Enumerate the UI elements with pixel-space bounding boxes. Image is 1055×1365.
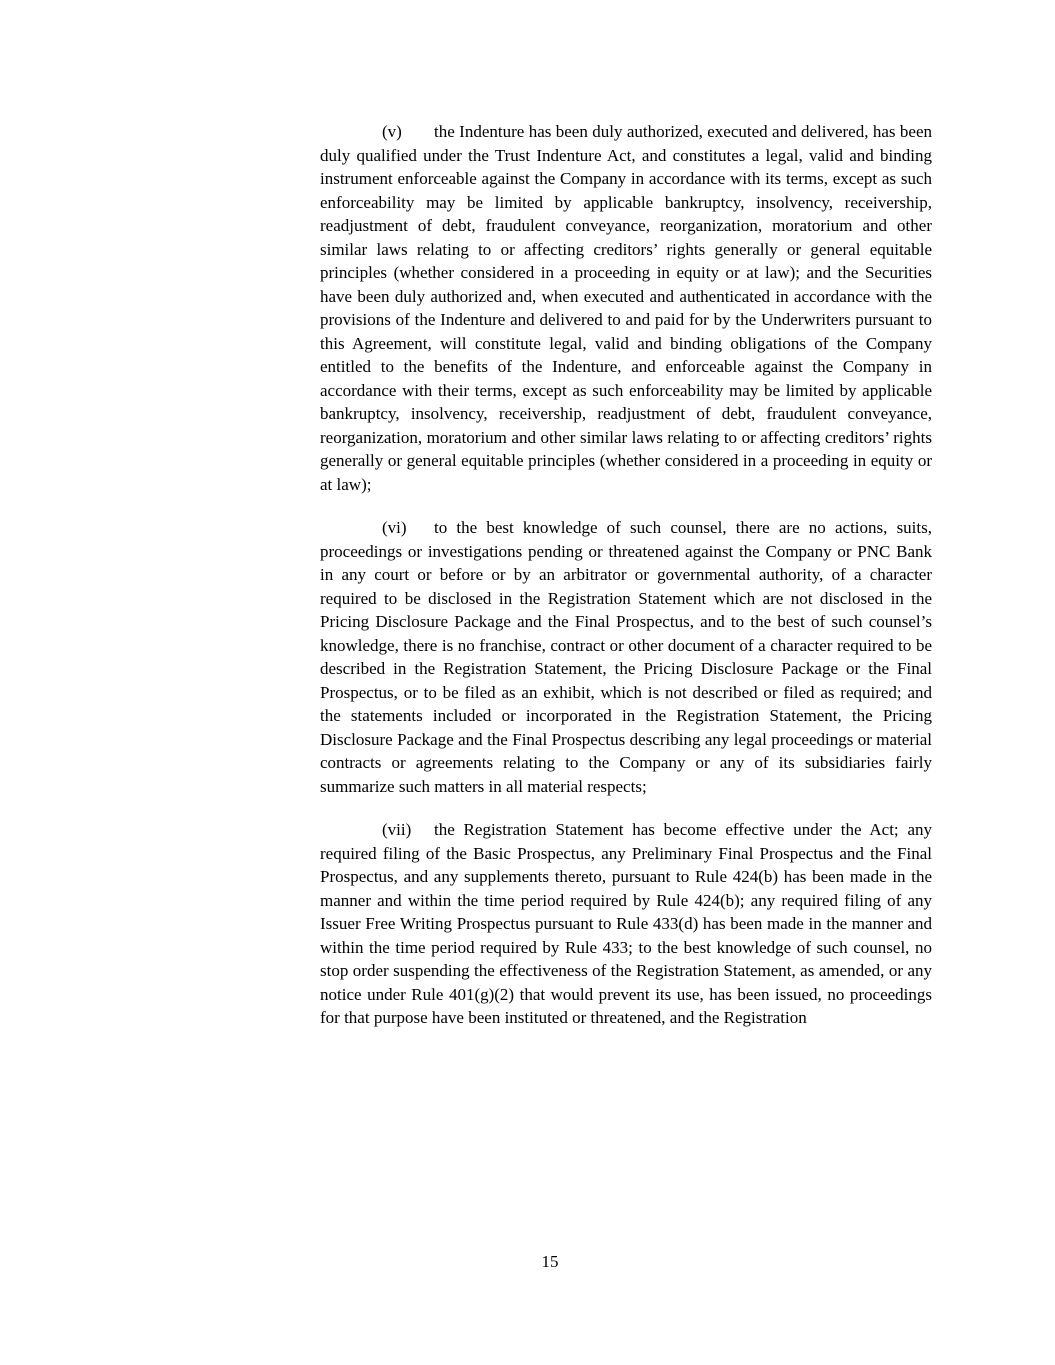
- paragraph-v: [320, 120, 932, 496]
- document-body: [320, 120, 932, 1050]
- paragraph-vi-text: to the best knowledge of such counsel, there are no actions, suits, proceedings or investigations pending or threatened against the Company or PNC Bank in any court or before or by an arbitrator or governmental authority, of a character required to be disclosed in the Registration Statement which are not disclosed in the Pricing Disclosure Package and the Final Prospectus, and to the best of such counsel’s knowledge, there is no franchise, contract or other document of a character required to be described in the Registration Statement, the Pricing Disclosure Package or the Final Prospectus, or to be filed as an exhibit, which is not described or filed as required; and the statements included or incorporated in the Registration Statement, the Pricing Disclosure Package and the Final Prospectus describing any legal proceedings or material contracts or agreements relating to the Company or any of its subsidiaries fairly summarize such matters in all material respects;: [320, 518, 932, 796]
- paragraph-v-label: (v): [382, 122, 402, 141]
- paragraph-vii-label: (vii): [382, 820, 412, 839]
- paragraph-v-text: the Indenture has been duly authorized, executed and delivered, has been duly qualified under the Trust Indenture Act, and constitutes a legal, valid and binding instrument enforceable against the Company in accordance with its terms, except as such enforceability may be limited by applicable bankruptcy, insolvency, receivership, readjustment of debt, fraudulent conveyance, reorganization, moratorium and other similar laws relating to or affecting creditors’ rights generally or general equitable principles (whether considered in a proceeding in equity or at law); and the Securities have been duly authorized and, when executed and authenticated in accordance with the provisions of the Indenture and delivered to and paid for by the Underwriters pursuant to this Agreement, will constitute legal, valid and binding obligations of the Company entitled to the benefits of the Indenture, and enforceable against the Company in accordance with their terms, except as such enforceability may be limited by applicable bankruptcy, insolvency, receivership, readjustment of debt, fraudulent conveyance, reorganization, moratorium and other similar laws relating to or affecting creditors’ rights generally or general equitable principles (whether considered in a proceeding in equity or at law);: [320, 122, 932, 494]
- paragraph-vi: [320, 516, 932, 798]
- paragraph-vii-text: the Registration Statement has become effective under the Act; any required filing of the Basic Prospectus, any Preliminary Final Prospectus and the Final Prospectus, and any supplements thereto, pursuant to Rule 424(b) has been made in the manner and within the time period required by Rule 424(b); any required filing of any Issuer Free Writing Prospectus pursuant to Rule 433(d) has been made in the manner and within the time period required by Rule 433; to the best knowledge of such counsel, no stop order suspending the effectiveness of the Registration Statement, as amended, or any notice under Rule 401(g)(2) that would prevent its use, has been issued, no proceedings for that purpose have been instituted or threatened, and the Registration: [320, 820, 932, 1027]
- paragraph-vii: [320, 818, 932, 1030]
- page-number: 15: [541, 1252, 559, 1271]
- paragraph-vi-label: (vi): [382, 518, 407, 537]
